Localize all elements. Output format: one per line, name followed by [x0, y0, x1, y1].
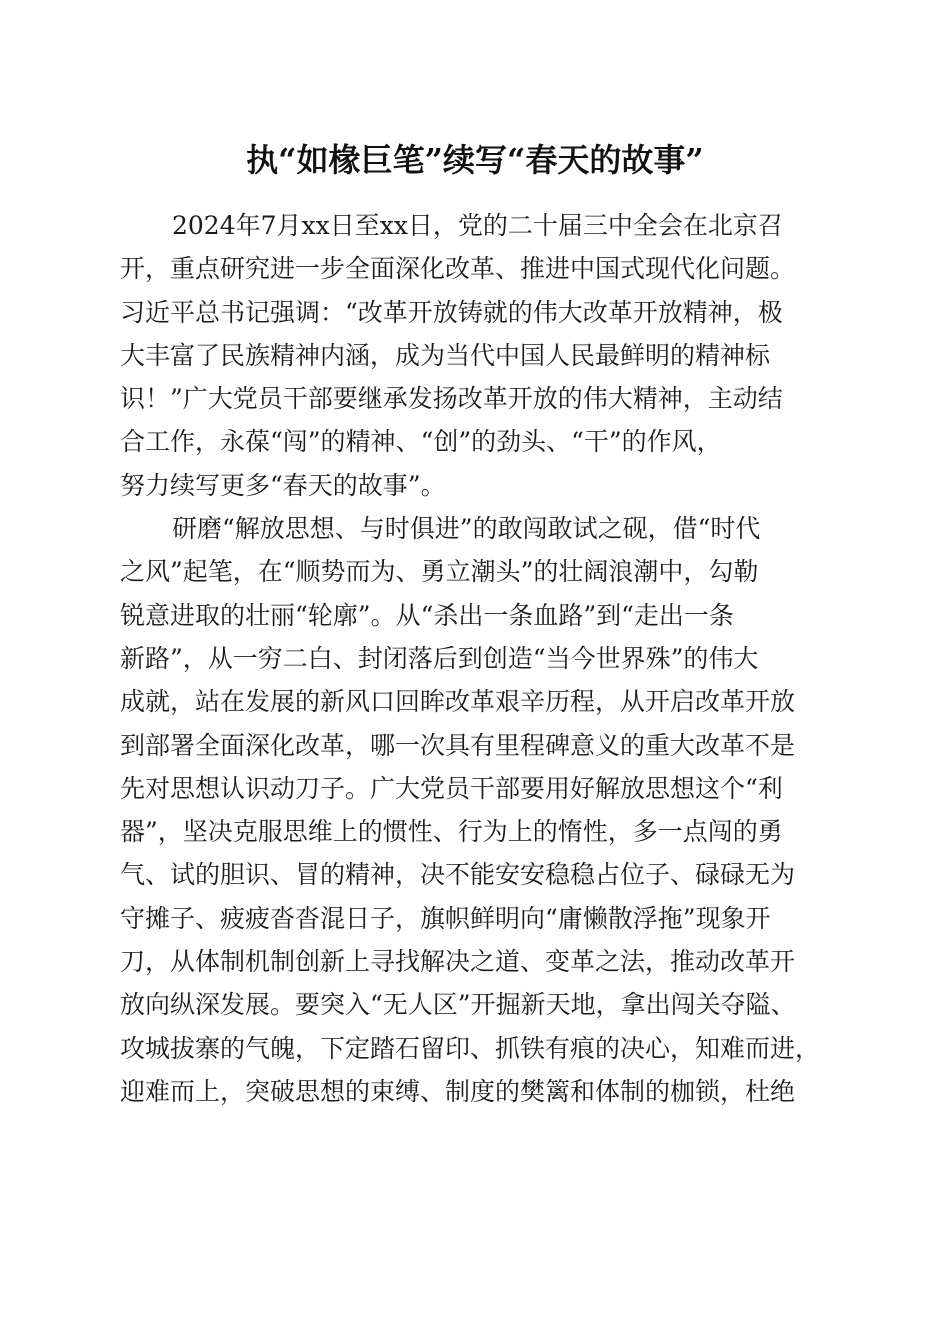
paragraph-line: 成就，站在发展的新风口回眸改革艰辛历程，从开启改革开放: [120, 687, 796, 717]
document-body: [120, 204, 840, 1113]
paragraph-line: 迎难而上，突破思想的束缚、制度的樊篱和体制的枷锁，杜绝: [120, 1076, 796, 1106]
paragraph-line: 开，重点研究进一步全面深化改革、推进中国式现代化问题。: [120, 254, 796, 284]
paragraph-2: [120, 507, 840, 1113]
paragraph-line: 之风”起笔，在“顺势而为、勇立潮头”的壮阔浪潮中，勾勒: [120, 557, 759, 587]
paragraph-line: 器”，坚决克服思维上的惯性、行为上的惰性，多一点闯的勇: [120, 817, 783, 847]
paragraph-line: 合工作，永葆“闯”的精神、“创”的劲头、“干”的作风，: [120, 427, 722, 457]
paragraph-line: 放向纵深发展。要突入“无人区”开掘新天地，拿出闯关夺隘、: [120, 990, 796, 1020]
paragraph-line: 大丰富了民族精神内涵，成为当代中国人民最鲜明的精神标: [120, 340, 771, 370]
paragraph-line: 气、试的胆识、冒的精神，决不能安安稳稳占位子、碌碌无为: [120, 860, 796, 890]
paragraph-line: 先对思想认识动刀子。广大党员干部要用好解放思想这个“利: [120, 773, 783, 803]
paragraph-1: [120, 204, 840, 507]
document-title: 执“如椽巨笔”续写“春天的故事”: [246, 141, 704, 179]
paragraph-line: 识！”广大党员干部要继承发扬改革开放的伟大精神，主动结: [120, 384, 783, 414]
paragraph-line: 2024年7月xx日至xx日，党的二十届三中全会在北京召: [172, 211, 783, 240]
paragraph-line: 守摊子、疲疲沓沓混日子，旗帜鲜明向“庸懒散浮拖”现象开: [120, 903, 771, 933]
paragraph-line: 研磨“解放思想、与时俱进”的敢闯敢试之砚，借“时代: [172, 514, 761, 544]
paragraph-line: 刀，从体制机制创新上寻找解决之道、变革之法，推动改革开: [120, 947, 796, 977]
paragraph-line: 锐意进取的壮丽“轮廓”。从“杀出一条血路”到“走出一条: [120, 600, 734, 630]
paragraph-line: 攻城拔寨的气魄，下定踏石留印、抓铁有痕的决心，知难而进，: [120, 1033, 821, 1063]
paragraph-line: 到部署全面深化改革，哪一次具有里程碑意义的重大改革不是: [120, 730, 796, 760]
paragraph-line: 新路”，从一穷二白、封闭落后到创造“当今世界殊”的伟大: [120, 643, 759, 673]
paragraph-line: 努力续写更多“春天的故事”。: [120, 470, 446, 500]
paragraph-line: 习近平总书记强调：“改革开放铸就的伟大改革开放精神，极: [120, 297, 783, 327]
